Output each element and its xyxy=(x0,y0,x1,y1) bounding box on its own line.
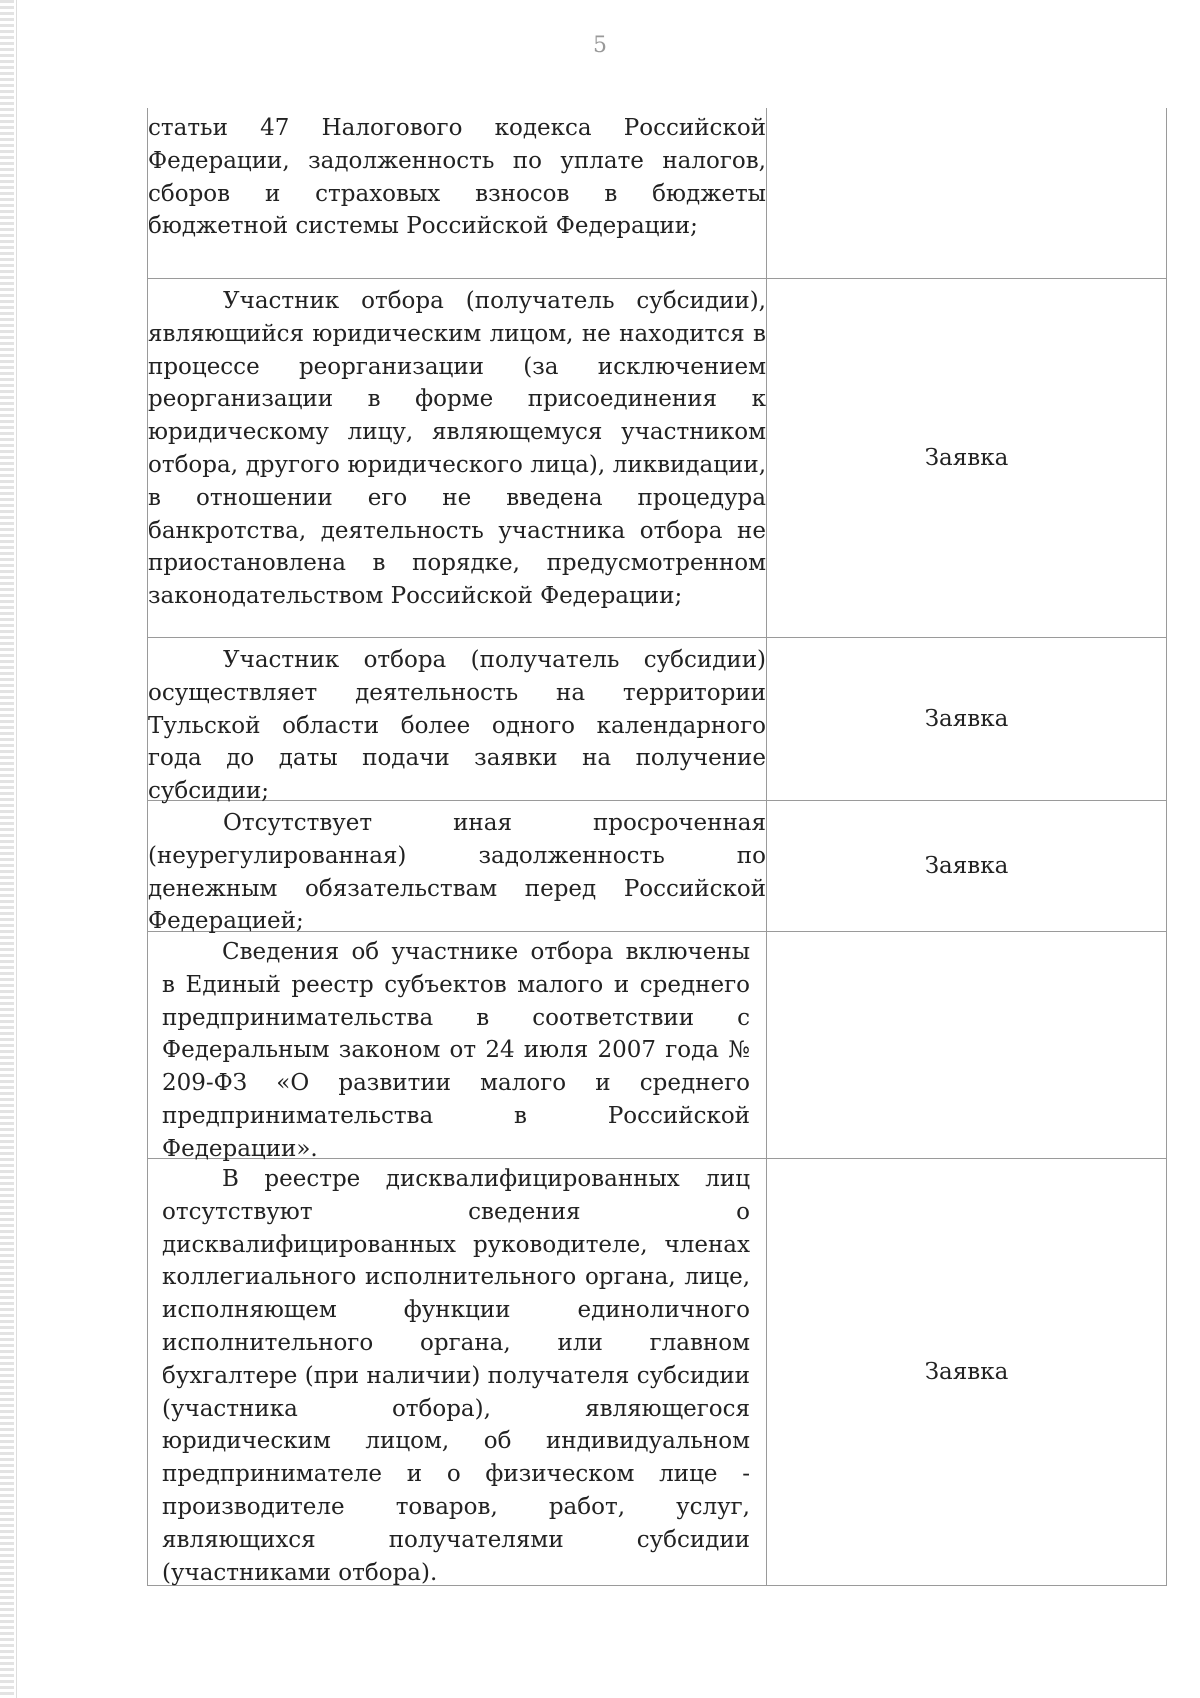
criterion-cell xyxy=(147,108,767,278)
table-row xyxy=(147,932,1167,1162)
scan-edge-stripe xyxy=(0,0,14,1698)
table-row xyxy=(147,1159,1167,1586)
document-cell xyxy=(767,108,1167,278)
criterion-text: Участник отбора (получатель субсидии), являющийся юридическим лицом, не находится в процессе реорганизации (за исключением реорганизации в форме присоединения к юридическому лицу, являющемуся участником отбора, другого юридического лица), ликвидации, в отношении его не введена процедура банкротства, деятельность участника отбора не приостановлена в порядке, предусмотренном законодательством Российской Федерации; xyxy=(148,288,766,610)
criterion-text: В реестре дисквалифицированных лиц отсутствуют сведения о дисквалифицированных руководителе, членах коллегиального исполнительного органа, лице, исполняющем функции единоличного исполнительного органа, или главном бухгалтере (при наличии) получателя субсидии (участника отбора), являющегося юридическим лицом, об индивидуальном предпринимателе и о физическом лице - производителе товаров, работ, услуг, являющихся получателями субсидии (участниками отбора). xyxy=(162,1166,750,1586)
page-number: 5 xyxy=(593,33,607,58)
criterion-text: статьи 47 Налогового кодекса Российской Федерации, задолженность по уплате налогов, сборов и страховых взносов в бюджеты бюджетной системы Российской Федерации; xyxy=(148,115,766,240)
document-cell xyxy=(767,932,1167,1158)
criterion-cell xyxy=(147,279,767,637)
criterion-cell xyxy=(147,801,767,935)
scan-edge-line xyxy=(16,0,17,1698)
document-cell: Заявка xyxy=(767,801,1167,931)
table-row xyxy=(147,801,1167,935)
criterion-cell xyxy=(147,638,767,805)
table-row xyxy=(147,108,1167,279)
document-cell: Заявка xyxy=(767,1159,1167,1585)
requirements-table xyxy=(147,108,1167,1586)
criterion-text: Отсутствует иная просроченная (неурегулированная) задолженность по денежным обязательствам перед Российской Федерацией; xyxy=(148,810,766,935)
criterion-text: Участник отбора (получатель субсидии) осуществляет деятельность на территории Тульской области более одного календарного года до даты подачи заявки на получение субсидии; xyxy=(148,647,766,805)
document-cell: Заявка xyxy=(767,279,1167,637)
document-cell: Заявка xyxy=(767,638,1167,800)
criterion-text: Сведения об участнике отбора включены в Единый реестр субъектов малого и среднего предпринимательства в соответствии с Федеральным законом от 24 июля 2007 года № 209-ФЗ «О развитии малого и среднего предпринимательства в Российской Федерации». xyxy=(162,939,750,1162)
criterion-cell xyxy=(147,932,767,1162)
table-row xyxy=(147,638,1167,805)
table-row xyxy=(147,279,1167,638)
criterion-cell xyxy=(147,1159,767,1585)
